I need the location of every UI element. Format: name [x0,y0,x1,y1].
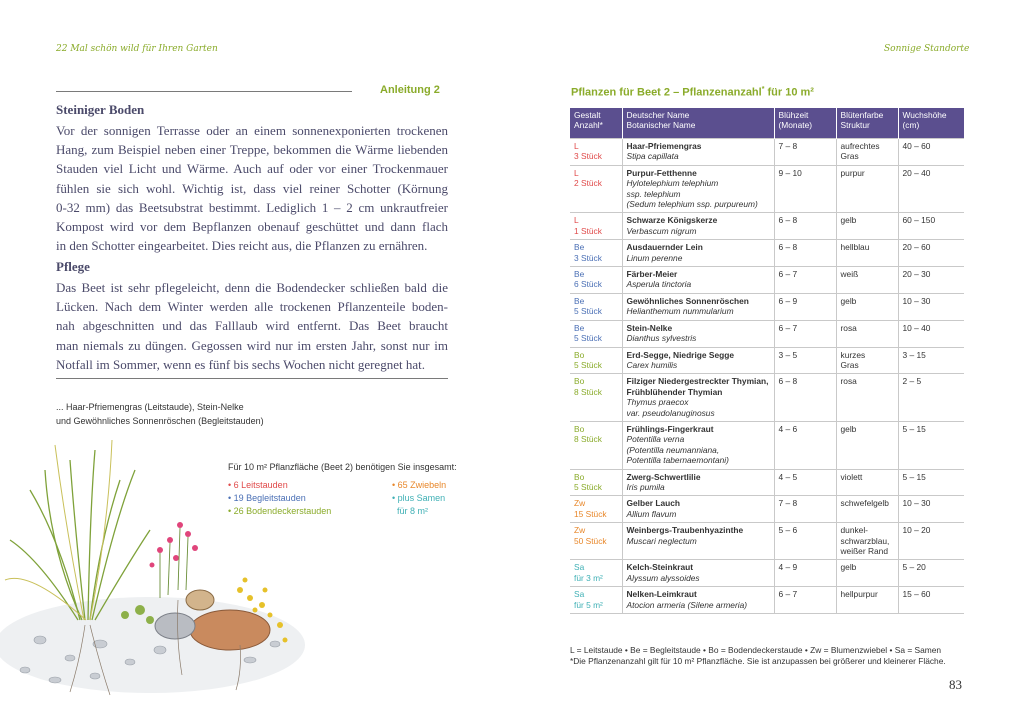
form-code: L [574,141,579,151]
table-title [571,86,814,99]
text-line: Stauden viel Licht und Wärme. Auch auf oder vor einer Trockenmauer [56,161,448,177]
table-row [570,523,964,560]
flower-color-line: schwarzblau, [840,535,890,546]
req-bodendeckerstauden: • 26 Bodendeckerstauden [228,506,332,516]
form-code: Zw [574,498,586,509]
table-title-text: Pflanzen für Beet 2 – Pflanzenanzahl [571,86,762,99]
botanical-name: Allium flavum [626,508,677,519]
german-name: Erd-Segge, Niedrige Segge [626,349,735,360]
flower-color-line: weiß [840,269,859,280]
cell-plant-name [622,469,774,496]
cell-height: 20 – 30 [898,267,964,294]
cell-bloom-time: 4 – 5 [774,469,836,496]
cell-flower-color [836,267,898,294]
cell-plant-name [622,320,774,347]
text-line: fühlen sie sich wohl. Wichtig ist, dass viel reiner Schotter (Körnung [56,180,448,196]
german-name: Haar-Pfriemengras [626,141,702,151]
german-name: Kelch-Steinkraut [626,562,694,573]
requirement-title: Für 10 m² Pflanzfläche (Beet 2) benötigen Sie insgesamt: [228,462,457,472]
botanical-name: Verbascum nigrum [626,225,697,236]
german-name: Gelber Lauch [626,498,681,509]
botanical-name: Asperula tinctoria [626,279,692,290]
cell-form-count [570,139,622,166]
table-row [570,496,964,523]
form-code: Bo [574,376,585,387]
botanical-name: (Sedum telephium ssp. purpureum) [626,199,758,210]
req-begleitstauden: • 19 Begleitstauden [228,493,306,503]
text-line: Lücken. Nach dem Winter werden alle trockenen Pflanzenteile boden- [56,299,448,315]
req-samen-area: für 8 m² [397,506,429,516]
cell-plant-name [622,165,774,213]
cell-bloom-time: 6 – 7 [774,267,836,294]
flower-color-line: dunkel- [840,525,868,536]
plant-count: 15 Stück [574,508,607,519]
table-row [570,293,964,320]
cell-height: 10 – 30 [898,293,964,320]
plant-count: 3 Stück [574,252,602,263]
cell-bloom-time: 6 – 8 [774,213,836,240]
table-row [570,374,964,422]
cell-bloom-time: 7 – 8 [774,139,836,166]
flower-color-line: Gras [840,151,859,162]
plant-count: 6 Stück [574,279,602,290]
column-header-line: Blühzeit [778,110,809,120]
column-header [622,108,774,139]
cell-form-count [570,469,622,496]
form-code: Sa [574,562,585,573]
cell-flower-color [836,293,898,320]
table-header-row [570,108,964,139]
cell-plant-name [622,496,774,523]
flower-color-line: hellpurpur [840,589,878,600]
german-name: Nelken-Leimkraut [626,589,697,600]
german-name: Zwerg-Schwertlilie [626,471,701,482]
text-line: Hang, zum Beispiel neben einer Treppe, bekommen die Wärme liebenden [56,142,448,158]
cell-height: 60 – 150 [898,213,964,240]
table-row [570,469,964,496]
cell-bloom-time: 6 – 7 [774,587,836,614]
cell-bloom-time: 6 – 9 [774,293,836,320]
cell-height: 10 – 20 [898,523,964,560]
german-name: Stein-Nelke [626,322,673,333]
cell-bloom-time: 6 – 7 [774,320,836,347]
section-body-steiniger-boden [56,121,448,255]
cell-plant-name [622,374,774,422]
column-header [836,108,898,139]
plant-count: 3 Stück [574,151,602,162]
flower-color-line: hellblau [840,242,870,253]
caption-line: ... Haar-Pfriemengras (Leitstaude), Stein-Nelke [56,402,244,412]
table-legend [570,645,1000,667]
flower-color-line: Gras [840,359,859,370]
section-title-pflege: Pflege [56,259,90,274]
cell-plant-name [622,587,774,614]
botanical-name: Stipa capillata [626,151,679,162]
flower-color-line: violett [840,471,863,482]
botanical-name: Hylotelephium telephium [626,178,719,189]
form-code: Bo [574,349,585,360]
cell-flower-color [836,347,898,374]
cell-flower-color [836,523,898,560]
column-header-line: Anzahl* [574,120,603,131]
table-title-sup: * [761,86,765,93]
flower-color-line: kurzes [840,349,866,360]
text-line: 0-32 mm) das Beetsubstrat bestimmt. Lediglich 1 – 2 cm unkrautfreier [56,199,448,215]
table-row [570,139,964,166]
botanical-name: Thymus praecox [626,397,689,408]
cell-plant-name [622,293,774,320]
cell-height: 5 – 15 [898,469,964,496]
cell-height: 5 – 20 [898,560,964,587]
form-code: L [574,215,579,226]
plant-count: für 5 m² [574,599,603,610]
flower-color-line: purpur [840,167,865,178]
table-body [570,139,964,614]
text-line: Das Beet ist sehr pflegeleicht, denn die Bodendecker schließen bald die [56,280,448,295]
cell-plant-name [622,139,774,166]
req-leitstauden: • 6 Leitstauden [228,480,288,490]
form-code: Zw [574,525,586,536]
column-header-line: Struktur [840,120,870,131]
caption-line: und Gewöhnliches Sonnenröschen (Begleitstauden) [56,416,264,426]
cell-height: 20 – 60 [898,240,964,267]
form-code: Be [574,322,585,333]
form-code: Bo [574,471,585,482]
cell-form-count [570,240,622,267]
column-header-line: Botanischer Name [626,120,696,131]
table-row [570,560,964,587]
flower-color-line: gelb [840,295,857,306]
cell-bloom-time: 4 – 6 [774,421,836,469]
botanical-name: Linum perenne [626,252,683,263]
column-header [898,108,964,139]
plant-count: 5 Stück [574,359,602,370]
cell-height: 2 – 5 [898,374,964,422]
form-code: Be [574,242,585,253]
legend-footnote: *Die Pflanzenanzahl gilt für 10 m² Pflanzfläche. Sie ist anzupassen bei größerer und kleinerer Fläche. [570,656,946,666]
top-rule [56,91,352,92]
text-line: Vor der sonnigen Terrasse oder an einem sonnenexponierten trockenen [56,123,448,138]
column-header-line: Blütenfarbe [840,110,884,120]
botanical-name: Helianthemum nummularium [626,306,734,317]
form-code: Sa [574,589,585,600]
flower-color-line: schwefelgelb [840,498,889,509]
german-name: Purpur-Fetthenne [626,167,697,178]
cell-form-count [570,213,622,240]
cell-bloom-time: 6 – 8 [774,240,836,267]
botanical-name: Potentilla tabernaemontani) [626,455,729,466]
botanical-name: Atocion armeria (Silene armeria) [626,599,748,610]
table-row [570,165,964,213]
table-row [570,421,964,469]
column-header-line: (Monate) [778,120,813,131]
cell-height: 40 – 60 [898,139,964,166]
legend-abbreviations: L = Leitstaude • Be = Begleitstaude • Bo = Bodendeckerstaude • Zw = Blumenzwiebel • Sa = Samen [570,645,942,655]
plant-count: 1 Stück [574,225,602,236]
column-header-line: Deutscher Name [626,110,690,120]
german-name: Weinbergs-Traubenhyazinthe [626,525,744,536]
botanical-name: Iris pumila [626,481,665,492]
table-row [570,587,964,614]
flower-color-line: gelb [840,215,857,226]
cell-form-count [570,496,622,523]
column-header-line: Gestalt [574,110,601,120]
cell-form-count [570,374,622,422]
form-code: Be [574,295,585,306]
cell-bloom-time: 7 – 8 [774,496,836,523]
cell-bloom-time: 9 – 10 [774,165,836,213]
plant-count: 50 Stück [574,535,607,546]
text-line: Notfall im Sommer, wenn es fünf bis sechs Wochen nicht geregnet hat. [56,356,425,372]
cell-flower-color [836,320,898,347]
german-name: Schwarze Königskerze [626,215,718,226]
cell-flower-color [836,374,898,422]
cell-form-count [570,320,622,347]
plant-count: 5 Stück [574,333,602,344]
flower-color-line: gelb [840,562,857,573]
botanical-name: ssp. telephium [626,188,681,199]
table-row [570,267,964,294]
column-header-line: Wuchshöhe [902,110,947,120]
cell-flower-color [836,213,898,240]
form-code: Bo [574,423,585,434]
plant-count: für 3 m² [574,572,603,583]
german-name: Ausdauernder Lein [626,242,703,253]
plant-count: 5 Stück [574,481,602,492]
german-name: Frühlings-Fingerkraut [626,423,714,434]
section-body-pflege [56,278,448,374]
cell-flower-color [836,469,898,496]
cell-flower-color [836,496,898,523]
cell-height: 20 – 40 [898,165,964,213]
botanical-name: var. pseudolanuginosus [626,407,715,418]
cell-flower-color [836,560,898,587]
botanical-name: Muscari neglectum [626,535,697,546]
german-name: Gewöhnliches Sonnenröschen [626,295,749,306]
table-row [570,320,964,347]
cell-flower-color [836,587,898,614]
cell-plant-name [622,523,774,560]
plant-table [570,108,964,614]
req-samen: • plus Samen [392,493,446,503]
flower-color-line: aufrechtes [840,141,880,151]
column-header [570,108,622,139]
cell-form-count [570,267,622,294]
requirement-list-right [392,479,446,518]
form-code: L [574,167,579,178]
column-header-line: (cm) [902,120,920,131]
form-code: Be [574,269,585,280]
german-name: Filziger Niedergestreckter Thymian, Frühblühender Thymian [626,376,769,397]
text-line: in den Schotter eingearbeitet. Dies reicht aus, die Pflanzen zu ernähren. [56,238,428,254]
flower-color-line: rosa [840,322,857,333]
cell-plant-name [622,213,774,240]
cell-height: 10 – 30 [898,496,964,523]
german-name: Färber-Meier [626,269,678,280]
botanical-name: Dianthus sylvestris [626,333,697,344]
cell-plant-name [622,560,774,587]
cell-bloom-time: 5 – 6 [774,523,836,560]
bottom-rule [56,378,448,379]
table-row [570,347,964,374]
table-row [570,240,964,267]
cell-form-count [570,165,622,213]
cell-height: 10 – 40 [898,320,964,347]
req-zwiebeln: • 65 Zwiebeln [392,480,447,490]
cell-flower-color [836,139,898,166]
text-line: nah abgeschnitten und das Falllaub wird entfernt. Das Beet braucht [56,318,448,334]
cell-form-count [570,560,622,587]
cell-form-count [570,587,622,614]
cell-height: 5 – 15 [898,421,964,469]
column-header [774,108,836,139]
cell-plant-name [622,421,774,469]
flower-color-line: rosa [840,376,857,387]
running-header-right: Sonnige Standorte [884,44,970,54]
cell-plant-name [622,267,774,294]
plant-count: 5 Stück [574,306,602,317]
cell-plant-name [622,240,774,267]
plant-count: 8 Stück [574,434,602,445]
cell-form-count [570,523,622,560]
botanical-name: Carex humilis [626,359,678,370]
cell-form-count [570,347,622,374]
cell-flower-color [836,421,898,469]
text-line: Kompost wird vor dem Bepflanzen obenauf geschüttet und dann flach [56,219,448,235]
cell-plant-name [622,347,774,374]
cell-flower-color [836,165,898,213]
requirement-list-left [228,479,331,518]
page-number: 83 [949,677,962,692]
instruction-label: Anleitung 2 [380,84,440,96]
illustration-caption [56,400,316,428]
cell-form-count [570,421,622,469]
cell-bloom-time: 4 – 9 [774,560,836,587]
botanical-name: Potentilla verna [626,434,685,445]
cell-bloom-time: 3 – 5 [774,347,836,374]
section-title-steiniger-boden: Steiniger Boden [56,102,145,117]
cell-bloom-time: 6 – 8 [774,374,836,422]
table-row [570,213,964,240]
plant-count: 8 Stück [574,386,602,397]
botanical-name: (Potentilla neumanniana, [626,444,720,455]
cell-form-count [570,293,622,320]
text-line: man niemals zu düngen. Gegossen wird nur im ersten Jahr, sonst nur im [56,337,448,353]
plant-count: 2 Stück [574,178,602,189]
running-header-left: 22 Mal schön wild für Ihren Garten [56,44,218,54]
table-title-end: für 10 m² [764,86,814,99]
flower-color-line: gelb [840,423,857,434]
cell-flower-color [836,240,898,267]
cell-height: 15 – 60 [898,587,964,614]
botanical-name: Alyssum alyssoides [626,572,700,583]
flower-color-line: weißer Rand [840,546,888,556]
cell-height: 3 – 15 [898,347,964,374]
